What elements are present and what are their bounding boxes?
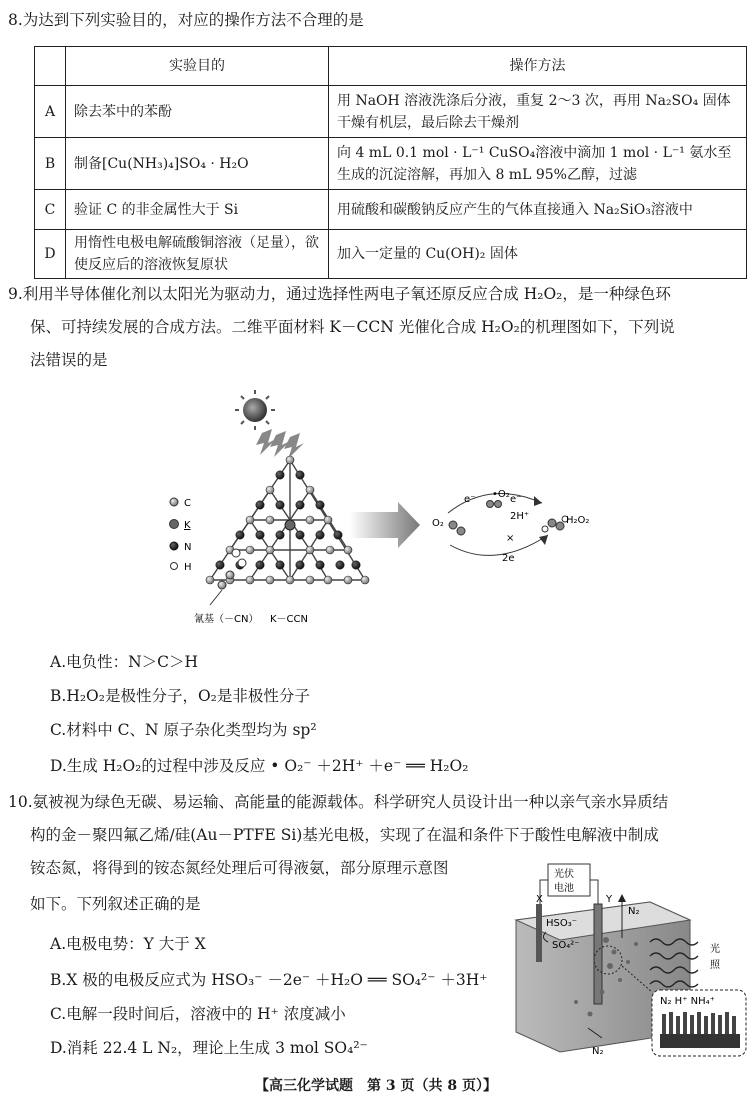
carbon-atom bbox=[344, 576, 352, 584]
header-goal: 实验目的 bbox=[66, 47, 329, 86]
carbon-atom bbox=[206, 576, 214, 584]
n2-bottom-label: N₂ bbox=[592, 1046, 604, 1057]
nitrogen-atom bbox=[296, 531, 304, 539]
q10-line1: 10.氨被视为绿色无碳、易运输、高能量的能源载体。科学研究人员设计出一种以亲气亲水异质结 bbox=[8, 793, 669, 811]
q9-line1: 9.利用半导体催化剂以太阳光为驱动力，通过选择性两电子氧还原反应合成 H₂O₂，是一种绿色环 bbox=[8, 285, 671, 303]
q10-option-c: C.电解一段时间后，溶液中的 H⁺ 浓度减小 bbox=[50, 1005, 346, 1023]
h-plus-label: 2H⁺ bbox=[510, 511, 530, 522]
carbon-atom bbox=[324, 516, 332, 524]
bottom-2e: 2e bbox=[502, 553, 515, 564]
label-x: X bbox=[536, 894, 543, 905]
row-goal: 用惰性电极电解硫酸铜溶液（足量），欲使反应后的溶液恢复原状 bbox=[66, 230, 329, 279]
nitrogen-atom bbox=[256, 561, 264, 569]
nitrogen-atom bbox=[256, 501, 264, 509]
o2-left: O₂ bbox=[432, 518, 444, 529]
superoxide-label: •O₂ bbox=[492, 489, 510, 500]
q9-line2: 保、可持续发展的合成方法。二维平面材料 K－CCN 光催化合成 H₂O₂的机理图如下，下列说 bbox=[30, 318, 675, 336]
q9-line3: 法错误的是 bbox=[30, 351, 108, 369]
blocked-mark-icon: × bbox=[506, 533, 515, 544]
carbon-atom bbox=[286, 576, 294, 584]
carbon-atom bbox=[266, 546, 274, 554]
wire-right bbox=[590, 880, 598, 904]
page-footer: 【高三化学试题 第 3 页（共 8 页）】 bbox=[255, 1078, 497, 1094]
carbon-atom bbox=[306, 546, 314, 554]
caption-cyano: 氰基（－CN） bbox=[194, 614, 259, 625]
light-label-1: 光 bbox=[710, 944, 720, 955]
q10-line2: 构的金－聚四氟乙烯/硅(Au－PTFE Si)基光电极，实现了在温和条件下于酸性电解液中制成 bbox=[30, 826, 659, 844]
nitrogen-atom bbox=[256, 531, 264, 539]
row-key: B bbox=[35, 138, 66, 190]
light-rays-icon bbox=[256, 429, 304, 459]
row-method: 用 NaOH 溶液洗涤后分液，重复 2～3 次，再用 Na₂SO₄ 固体干燥有机层，最后除去干燥剂 bbox=[329, 86, 747, 138]
q10-line3: 铵态氮，将得到的铵态氮经处理后可得液氨，部分原理示意图 bbox=[30, 859, 449, 877]
o2-molecule-icon bbox=[449, 521, 465, 535]
q8-table bbox=[34, 46, 747, 279]
e-label-2: e⁻ bbox=[510, 494, 522, 505]
nitrogen-atom bbox=[296, 501, 304, 509]
row-key: A bbox=[35, 86, 66, 138]
q9-option-a: A.电负性：N＞C＞H bbox=[50, 653, 199, 671]
nitrogen-atom bbox=[316, 501, 324, 509]
row-goal: 制备[Cu(NH₃)₄]SO₄ · H₂O bbox=[66, 138, 329, 190]
cyano-group bbox=[210, 549, 246, 605]
carbon-atom bbox=[266, 486, 274, 494]
sun-icon bbox=[235, 390, 275, 430]
reaction-arrow-icon bbox=[350, 502, 420, 548]
nitrogen-atom bbox=[316, 561, 324, 569]
superoxide-icon bbox=[487, 501, 502, 508]
carbon-atom bbox=[306, 516, 314, 524]
row-key: D bbox=[35, 230, 66, 279]
nitrogen-atom bbox=[336, 561, 344, 569]
carbon-atom bbox=[306, 576, 314, 584]
carbon-atom bbox=[324, 576, 332, 584]
table-header-row bbox=[35, 47, 747, 86]
nitrogen-atom bbox=[296, 471, 304, 479]
nitrogen-atom bbox=[276, 531, 284, 539]
q10-option-b: B.X 极的电极反应式为 HSO₃⁻ －2e⁻ ＋H₂O ══ SO₄²⁻ ＋3H⁺ bbox=[50, 971, 488, 989]
nitrogen-atom bbox=[216, 561, 224, 569]
q9-option-b: B.H₂O₂是极性分子，O₂是非极性分子 bbox=[50, 687, 310, 705]
q10-cell-figure bbox=[510, 862, 750, 1062]
light-label-2: 照 bbox=[710, 960, 720, 971]
lower-path bbox=[450, 535, 548, 555]
carbon-atom bbox=[246, 516, 254, 524]
row-method: 用硫酸和碳酸钠反应产生的气体直接通入 Na₂SiO₃溶液中 bbox=[329, 190, 747, 230]
e-label-1: e⁻ bbox=[464, 494, 476, 505]
product-label: H₂O₂ bbox=[566, 515, 590, 526]
q9-option-c: C.材料中 C、N 原子杂化类型均为 sp² bbox=[50, 721, 317, 739]
atom-legend bbox=[170, 498, 179, 570]
row-key: C bbox=[35, 190, 66, 230]
caption-kccn: K－CCN bbox=[270, 614, 309, 625]
nitrogen-atom bbox=[276, 471, 284, 479]
table-row bbox=[35, 86, 747, 138]
nitrogen-atom bbox=[296, 561, 304, 569]
carbon-atom bbox=[326, 546, 334, 554]
electrode-x bbox=[536, 904, 542, 962]
inset-label: N₂ H⁺ NH₄⁺ bbox=[660, 996, 715, 1007]
nitrogen-atom bbox=[276, 501, 284, 509]
table-row bbox=[35, 190, 747, 230]
carbon-atom bbox=[266, 576, 274, 584]
row-goal: 验证 C 的非金属性大于 Si bbox=[66, 190, 329, 230]
h2o2-molecule-icon bbox=[542, 516, 568, 532]
q10-option-d: D.消耗 22.4 L N₂，理论上生成 3 mol SO₄²⁻ bbox=[50, 1039, 368, 1057]
q9-mechanism-figure bbox=[150, 385, 610, 635]
nitrogen-atom bbox=[334, 531, 342, 539]
row-goal: 除去苯中的苯酚 bbox=[66, 86, 329, 138]
row-method: 加入一定量的 Cu(OH)₂ 固体 bbox=[329, 230, 747, 279]
carbon-atom bbox=[286, 456, 294, 464]
nanostructure-icon bbox=[660, 1012, 740, 1048]
nitrogen-atom bbox=[316, 531, 324, 539]
q9-option-d: D.生成 H₂O₂的过程中涉及反应 • O₂⁻ ＋2H⁺ ＋e⁻ ══ H₂O₂ bbox=[50, 757, 469, 775]
header-method: 操作方法 bbox=[329, 47, 747, 86]
legend-k: K bbox=[184, 520, 191, 531]
q10-line4: 如下。下列叙述正确的是 bbox=[30, 895, 201, 913]
n2-top-label: N₂ bbox=[628, 906, 640, 917]
pv-label-2: 电池 bbox=[554, 883, 574, 894]
carbon-atom bbox=[246, 546, 254, 554]
carbon-atom bbox=[246, 576, 254, 584]
label-hso3: HSO₃⁻ bbox=[546, 918, 578, 929]
legend-h: H bbox=[184, 562, 192, 573]
q10-option-a: A.电极电势：Y 大于 X bbox=[50, 935, 206, 953]
pv-label-1: 光伏 bbox=[554, 869, 574, 880]
carbon-atom bbox=[306, 486, 314, 494]
nitrogen-atom bbox=[276, 561, 284, 569]
carbon-atom bbox=[361, 576, 369, 584]
nitrogen-atom bbox=[236, 531, 244, 539]
nitrogen-atom bbox=[352, 561, 360, 569]
carbon-atom bbox=[266, 516, 274, 524]
table-row bbox=[35, 230, 747, 279]
potassium-atom bbox=[285, 520, 295, 530]
table-row bbox=[35, 138, 747, 190]
q8-stem: 8.为达到下列实验目的，对应的操作方法不合理的是 bbox=[8, 11, 364, 29]
legend-c: C bbox=[184, 498, 191, 509]
label-y: Y bbox=[606, 894, 613, 905]
label-so4: SO₄²⁻ bbox=[552, 940, 580, 951]
legend-n: N bbox=[184, 542, 192, 553]
carbon-atom bbox=[344, 546, 352, 554]
row-method: 向 4 mL 0.1 mol · L⁻¹ CuSO₄溶液中滴加 1 mol · L⁻¹ 氨水至生成的沉淀溶解，再加入 8 mL 95%乙醇，过滤 bbox=[329, 138, 747, 190]
